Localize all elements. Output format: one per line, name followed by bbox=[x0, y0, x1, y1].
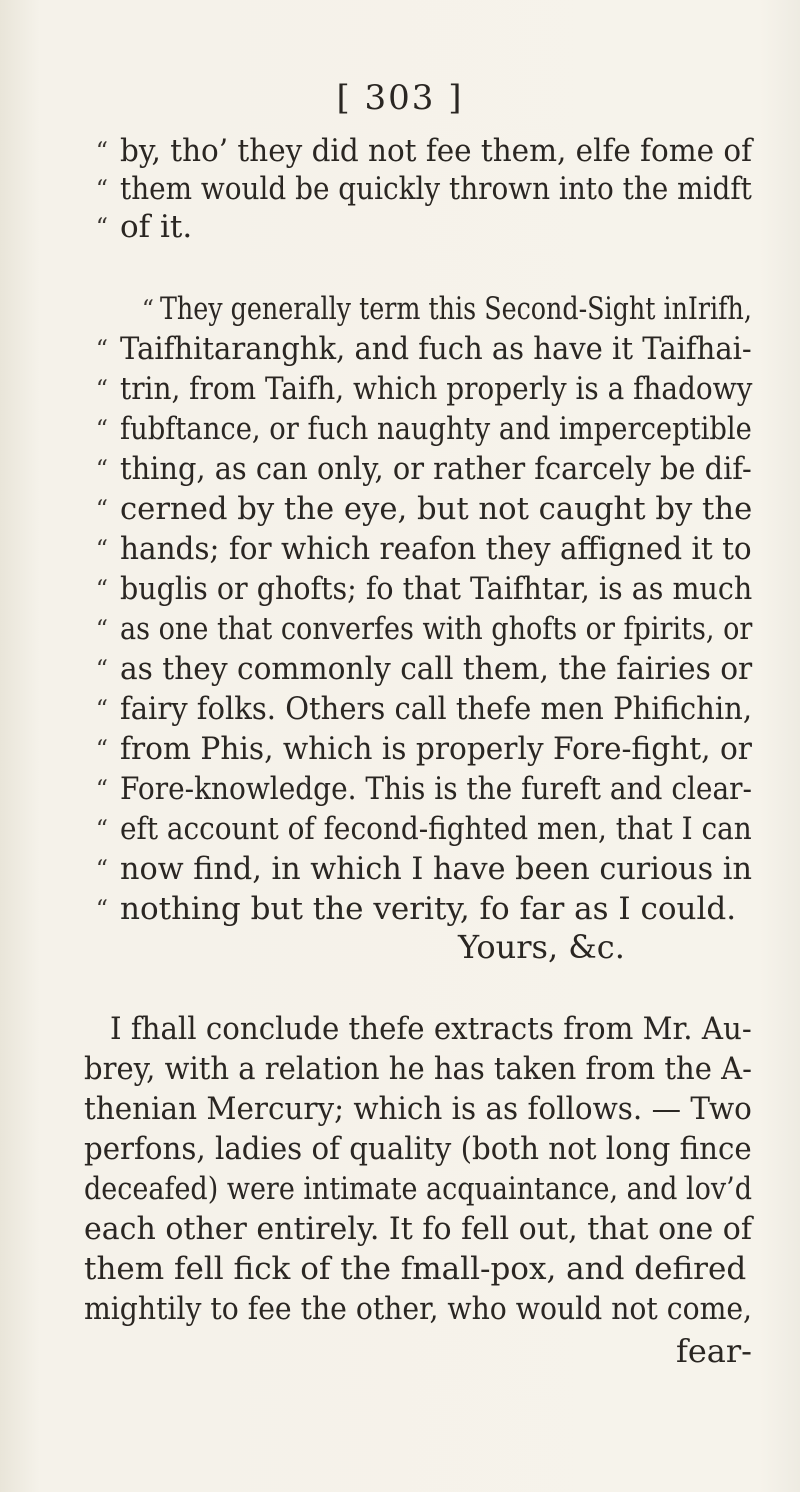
text-line: them fell fick of the fmall-pox, and defired bbox=[84, 1251, 747, 1287]
text-line: mightily to fee the other, who would not come, bbox=[84, 1291, 753, 1327]
text-line: thenian Mercury; which is as follows. — Two bbox=[84, 1091, 752, 1127]
text-line: I fhall conclude thefe extracts from Mr. Au- bbox=[110, 1011, 752, 1047]
text-line: deceafed) were intimate acquaintance, and lov’d bbox=[84, 1171, 753, 1207]
text-line: perfons, ladies of quality (both not long fince bbox=[84, 1131, 752, 1167]
signature: Yours, &c. bbox=[458, 928, 625, 966]
text-line: brey, with a relation he has taken from the A- bbox=[84, 1051, 752, 1087]
catchword: fear- bbox=[676, 1332, 752, 1370]
page-number: [ 303 ] bbox=[336, 78, 464, 118]
book-page: [ 303 ] “ by, tho’ they did not fee them, elfe fome of “ them would be quickly thrown into the midft “ of it. “ They generally term this Second-Sight inIrifh, “ Taifhitaranghk, and fuch as have it Taifhai- “ trin, from Taifh, which properly is a fhadowy “ fubftance, or fuch naughty and imperceptible “ thing, as can only, or rather fcarcely be dif- “ cerned by the eye, but not caught by the “ hands; for which reafon they affigned it to “ buglis or ghofts; fo that Taifhtar, is as much “ as one that converfes with ghofts or fpirits, or “ as they commonly call them, the fairies or “ fairy folks. Others call thefe men Phifichin, “ from Phis, which is properly Fore-fight, or “ Fore-knowledge. This is the fureft and clear- “ eft account of fecond-fighted men, that I can “ now find, in which I have been curious in “ nothing but the verity, fo far as I could. Yours, &c. I fhall conclude thefe extracts from Mr. Au- brey, with a relation he has taken from the A- thenian Mercury; which is as follows. — Two perfons, ladies of quality (both not long fince deceafed) were intimate acquaintance, and lov’d each other entirely. It fo fell out, that one of them fell fick of the fmall-pox, and defired mightily to fee the other, who would not come, fear- bbox=[0, 0, 800, 1492]
text-line: each other entirely. It fo fell out, that one of bbox=[84, 1211, 752, 1247]
